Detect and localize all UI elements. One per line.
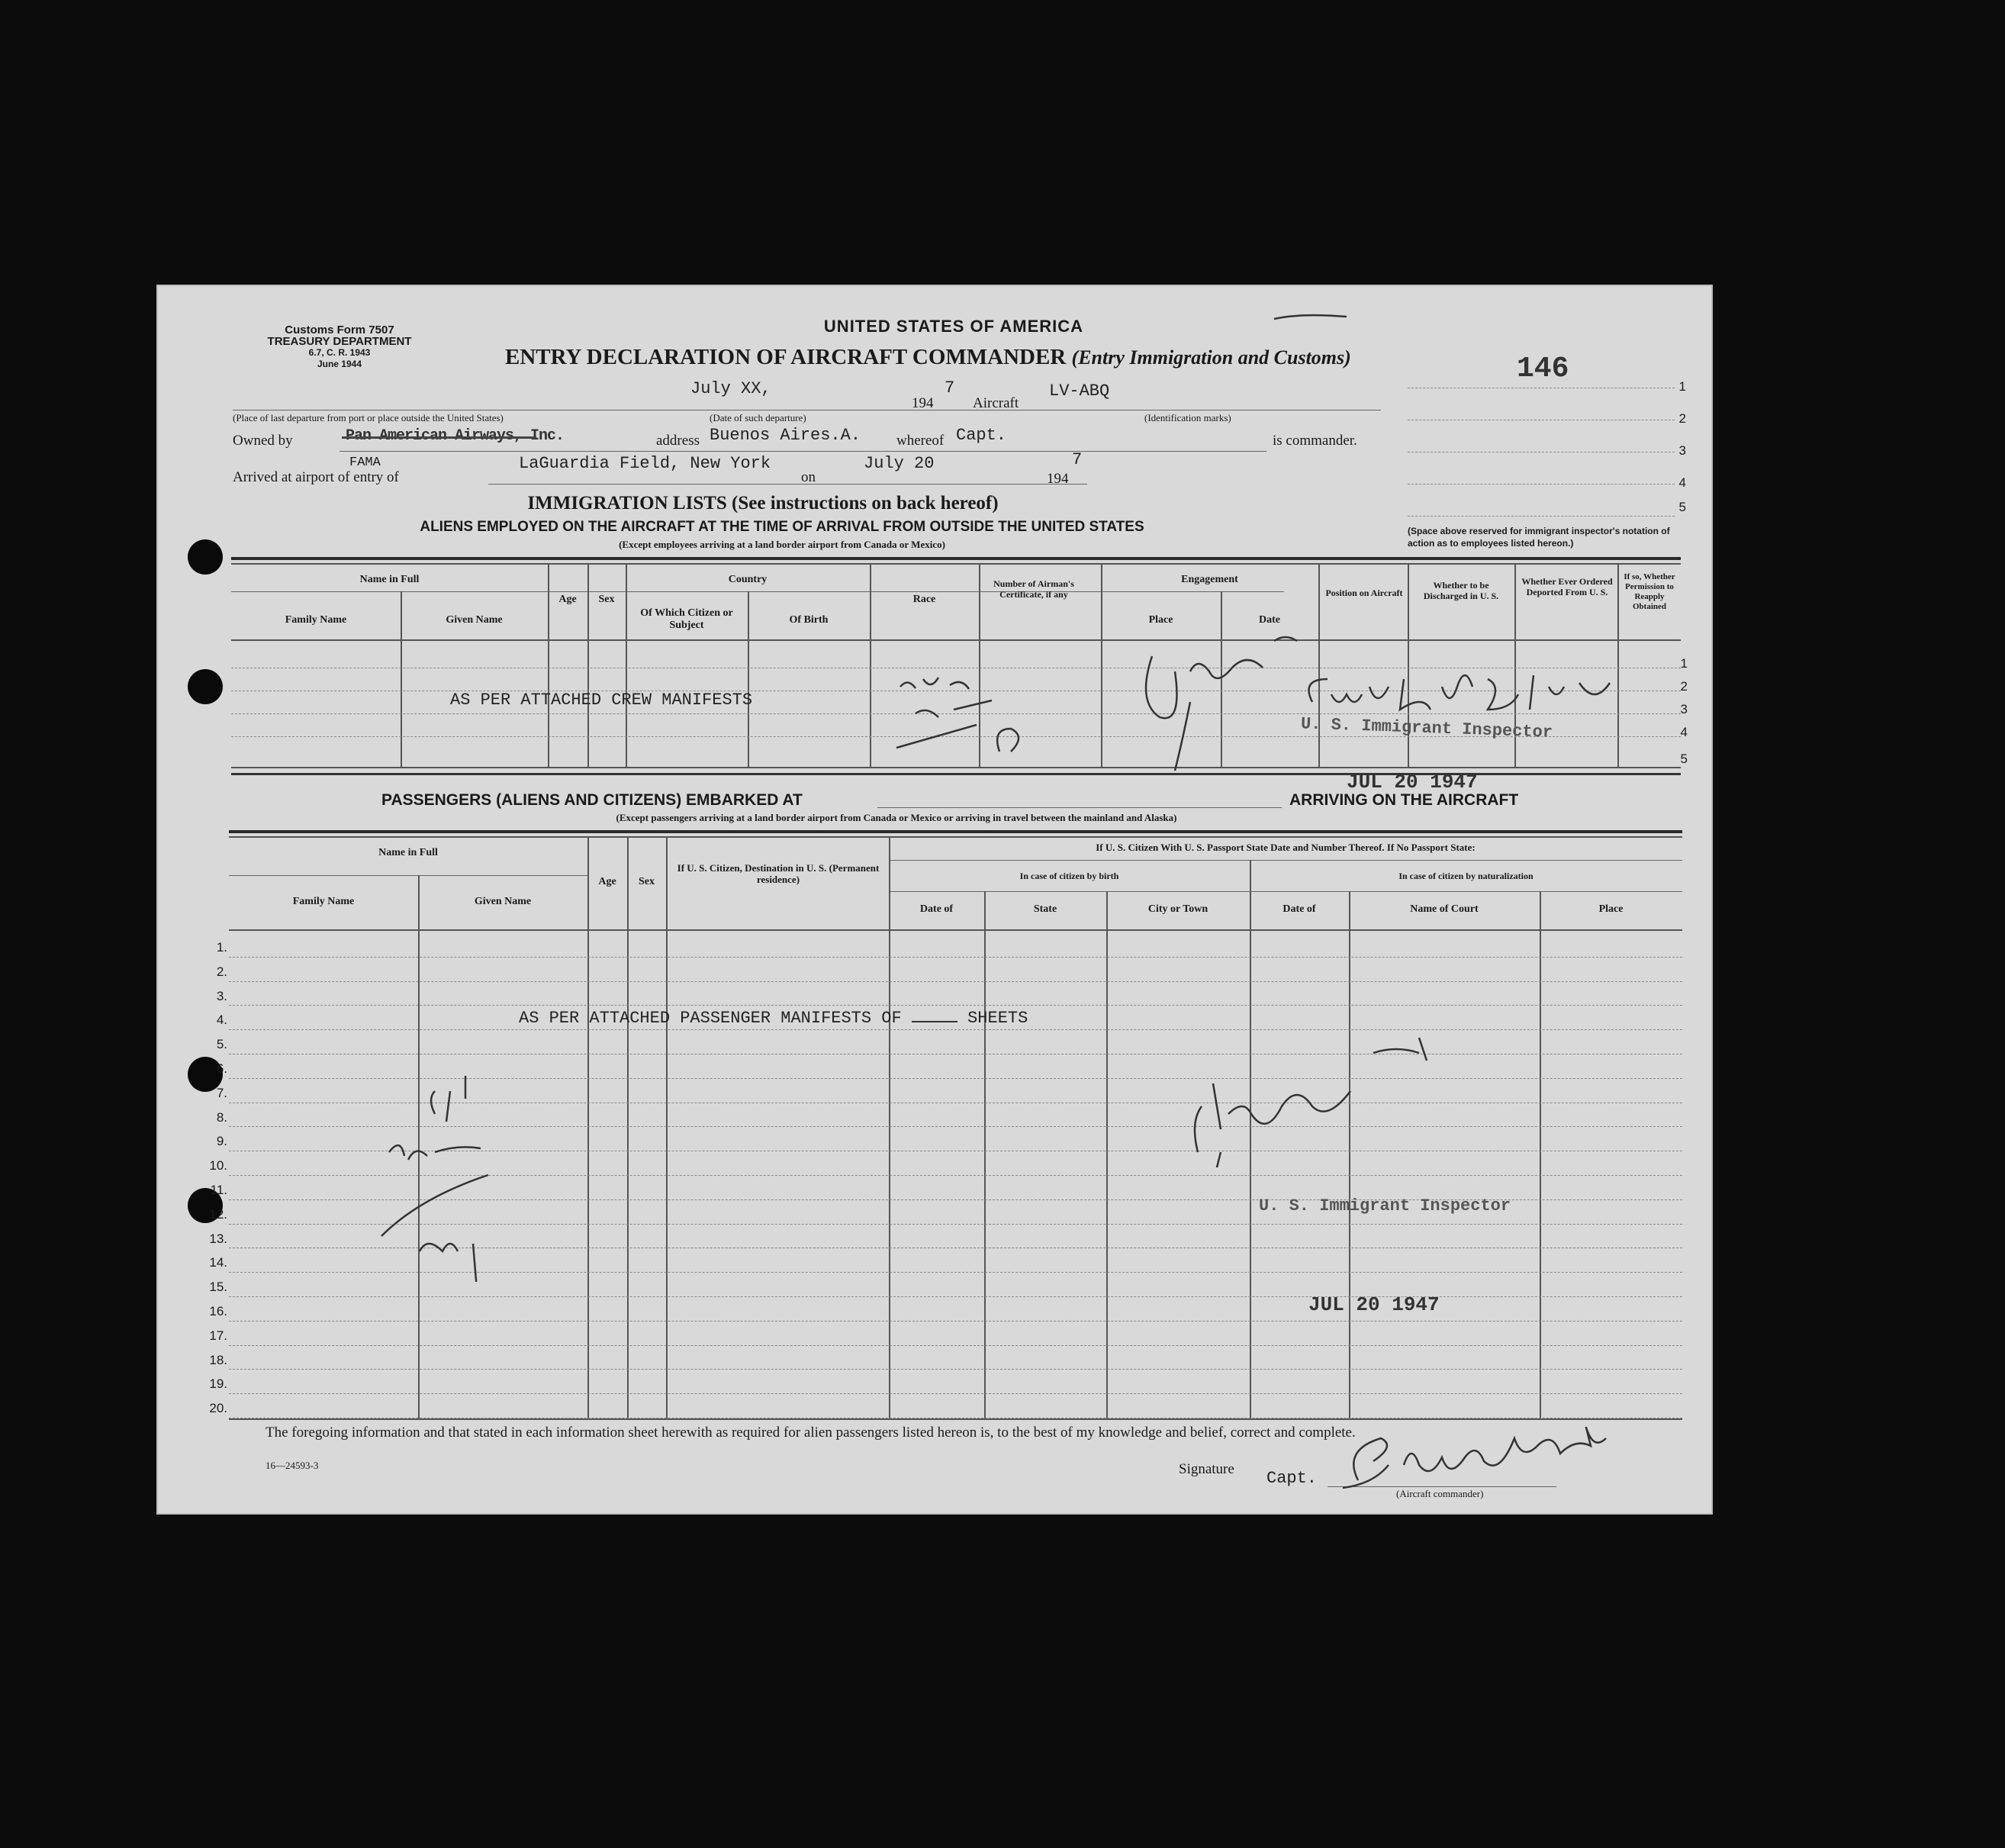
imm-h-ifso: If so, Whether Permission to Reapply Obtained: [1624, 572, 1675, 611]
cfr: 6.7, C. R. 1943: [308, 347, 371, 358]
pax-row-num: 19.: [209, 1376, 227, 1392]
signature-caption: (Aircraft commander): [1396, 1488, 1484, 1499]
imm-h-birth: Of Birth: [789, 614, 829, 626]
imm-stamp-inspector: U. S. Immigrant Inspector: [1300, 714, 1553, 742]
pax-row-line: [229, 1321, 1682, 1322]
commander-signature: [1328, 1427, 1633, 1495]
imm-h-race: Race: [912, 594, 936, 605]
owner-struck: FAMA: [349, 456, 381, 470]
panel-note: (Space above reserved for immigrant inspector's notation of action as to employees listed hereon.): [1408, 526, 1670, 549]
pax-h-city: City or Town: [1147, 903, 1208, 915]
pax-row-num: 2.: [216, 964, 227, 979]
pax-manifest-note: [519, 1009, 1028, 1028]
arrival-year-suffix: 7: [1072, 450, 1083, 469]
aircraft-id: LV-ABQ: [1049, 382, 1110, 401]
panel-num: 4: [1678, 475, 1686, 490]
imm-h-country: Country: [728, 574, 768, 585]
is-commander-label: is commander.: [1273, 433, 1357, 449]
imm-h-position: Position on Aircraft: [1325, 588, 1403, 598]
imm-row-num: 2: [1680, 679, 1688, 694]
imm-h-discharged: Whether to be Discharged in U. S.: [1423, 580, 1499, 601]
form-date: June 1944: [317, 359, 362, 369]
customs-form-number: Customs Form 7507: [285, 324, 394, 336]
imm-h-engagement: Engagement: [1181, 574, 1238, 585]
pax-h-birth-group: In case of citizen by birth: [1019, 871, 1119, 881]
pax-h-passport: If U. S. Citizen With U. S. Passport State Date and Number Thereof. If No Passport State:: [1096, 842, 1476, 853]
caption-place: (Place of last departure from port or place outside the United States): [233, 412, 504, 423]
pax-row-num: 16.: [209, 1304, 227, 1318]
signature-label: Signature: [1179, 1461, 1234, 1477]
pax-row-line: [229, 1393, 1682, 1394]
pax-row-num: 6.: [216, 1061, 227, 1076]
year-suffix: 7: [945, 378, 955, 398]
pax-row-num: 11.: [210, 1183, 227, 1197]
pax-row-line: [229, 1369, 1682, 1370]
pax-row-line: [229, 1005, 1682, 1006]
declaration-text: The foregoing information and that stated in each information sheet herewith as required for alien passengers listed hereon is, to the best of my knowledge and belief, correct and complete.: [266, 1425, 1356, 1441]
pax-h-date-of-nat: Date of: [1282, 903, 1316, 915]
pax-manifest-text: AS PER ATTACHED PASSENGER MANIFESTS OF: [519, 1009, 902, 1028]
pax-h-name: Name in Full: [378, 847, 438, 858]
country-heading: UNITED STATES OF AMERICA: [823, 317, 1084, 336]
punch-hole: [188, 669, 223, 704]
panel-num: 1: [1678, 379, 1686, 394]
pax-h-sex: Sex: [639, 876, 655, 887]
imm-h-place: Place: [1148, 614, 1173, 626]
address-label: address: [656, 433, 700, 449]
department: TREASURY DEPARTMENT: [267, 335, 412, 348]
pax-row-num: 5.: [216, 1037, 227, 1052]
year-prefix: 194: [912, 395, 934, 411]
owned-by-label: Owned by: [233, 433, 293, 449]
owner-address: Buenos Aires.A.: [710, 426, 861, 445]
pax-row-num: 3.: [216, 988, 227, 1003]
imm-h-given: Given Name: [446, 614, 503, 626]
imm-h-name: Name in Full: [359, 574, 420, 585]
pax-row-num: 13.: [209, 1231, 227, 1246]
pax-h-state: State: [1033, 903, 1057, 915]
pax-row-num: 7.: [216, 1085, 227, 1100]
form-title: [505, 345, 1351, 370]
crew-handwriting: [1297, 664, 1648, 732]
imm-row-num: 4: [1680, 725, 1688, 739]
caption-date: (Date of such departure): [710, 412, 806, 423]
arrival-airport: LaGuardia Field, New York: [519, 454, 771, 473]
title-main: ENTRY DECLARATION OF AIRCRAFT COMMANDER: [505, 345, 1067, 369]
passengers-note: (Except passengers arriving at a land border airport from Canada or Mexico or arriving in travel between the mainland and Alaska): [616, 812, 1177, 823]
pax-row-num: 20.: [209, 1401, 227, 1416]
imm-h-citizen: Of Which Citizen or Subject: [640, 607, 733, 631]
imm-h-date: Date: [1259, 614, 1280, 626]
imm-row-num: 5: [1680, 752, 1688, 766]
pax-stamp-date: JUL 20 1947: [1308, 1293, 1440, 1316]
pax-h-court: Name of Court: [1410, 903, 1479, 915]
pax-row-num: 10.: [209, 1158, 227, 1174]
pax-h-dest: If U. S. Citizen, Destination in U. S. (Permanent residence): [677, 862, 880, 885]
pax-row-num: 9.: [216, 1134, 227, 1149]
caption-ident: (Identification marks): [1144, 412, 1231, 423]
imm-h-sex: Sex: [598, 594, 615, 605]
pax-h-age: Age: [598, 876, 616, 887]
owner-name: Pan American Airways, Inc.: [346, 427, 565, 445]
pax-h-date-of: Date of: [919, 903, 954, 915]
signature-capt: Capt.: [1266, 1469, 1318, 1488]
arrived-label: Arrived at airport of entry of: [233, 469, 399, 485]
handwritten-tally: [885, 671, 1068, 771]
pen-mark: [1270, 305, 1354, 328]
pax-row-num: 4.: [216, 1013, 227, 1028]
immigration-subtitle: ALIENS EMPLOYED ON THE AIRCRAFT AT THE TIME OF ARRIVAL FROM OUTSIDE THE UNITED STATES: [420, 519, 1144, 535]
pax-row-num: 15.: [209, 1280, 227, 1295]
title-paren: (Entry Immigration and Customs): [1071, 346, 1351, 369]
immigration-title: IMMIGRATION LISTS (See instructions on back hereof): [527, 493, 999, 514]
pax-handwriting: [374, 1061, 549, 1282]
panel-num: 2: [1678, 411, 1686, 426]
passengers-title-right: ARRIVING ON THE AIRCRAFT: [1289, 791, 1519, 809]
departure-date: July XX,: [690, 379, 771, 398]
pax-row-num: 18.: [209, 1352, 227, 1367]
pax-row-num: 8.: [216, 1109, 227, 1125]
pax-row-line: [229, 1296, 1682, 1297]
pax-row-num: 14.: [209, 1255, 227, 1270]
panel-num: 3: [1678, 443, 1686, 458]
pax-h-family: Family Name: [292, 896, 355, 907]
pax-stamp-inspector: U. S. Immigrant Inspector: [1259, 1196, 1511, 1215]
panel-num: 5: [1678, 500, 1686, 514]
pax-h-given: Given Name: [474, 896, 532, 907]
imm-row-num: 3: [1680, 702, 1688, 716]
imm-row-num: 1: [1680, 656, 1688, 671]
punch-hole: [188, 539, 223, 575]
imm-h-deported: Whether Ever Ordered Deported From U. S.: [1521, 576, 1613, 597]
immigration-note: (Except employees arriving at a land border airport from Canada or Mexico): [619, 539, 945, 550]
pax-h-place: Place: [1598, 903, 1624, 915]
passengers-title-left: PASSENGERS (ALIENS AND CITIZENS) EMBARKED AT: [381, 791, 803, 809]
commander-name: Capt.: [956, 426, 1007, 445]
arrival-date: July 20: [864, 454, 935, 473]
form-id-block: [229, 324, 450, 370]
pax-manifest-sheets: SHEETS: [967, 1009, 1028, 1028]
aircraft-label: Aircraft: [973, 395, 1019, 411]
stamp-number: 146: [1517, 353, 1569, 385]
whereof-label: whereof: [896, 433, 945, 449]
imm-h-age: Age: [558, 594, 577, 605]
on-label: on: [801, 469, 816, 485]
pax-row-line: [229, 1345, 1682, 1346]
pax-h-nat-group: In case of citizen by naturalization: [1398, 871, 1534, 881]
pax-row-num: 12.: [209, 1206, 227, 1222]
pax-row-num: 1.: [216, 940, 227, 955]
pax-inspector-signature: [1175, 1030, 1472, 1167]
imm-stamp-date: JUL 20 1947: [1347, 771, 1478, 794]
imm-h-family: Family Name: [285, 614, 347, 626]
pax-row-line: [229, 957, 1682, 958]
pax-row-line: [229, 981, 1682, 982]
imm-h-cert: Number of Airman's Certificate, if any: [993, 578, 1074, 600]
pax-row-num: 17.: [209, 1328, 227, 1343]
crew-manifest-note: AS PER ATTACHED CREW MANIFESTS: [450, 691, 753, 710]
arrival-year-prefix: 194: [1047, 471, 1069, 487]
print-code: 16—24593-3: [266, 1460, 319, 1471]
